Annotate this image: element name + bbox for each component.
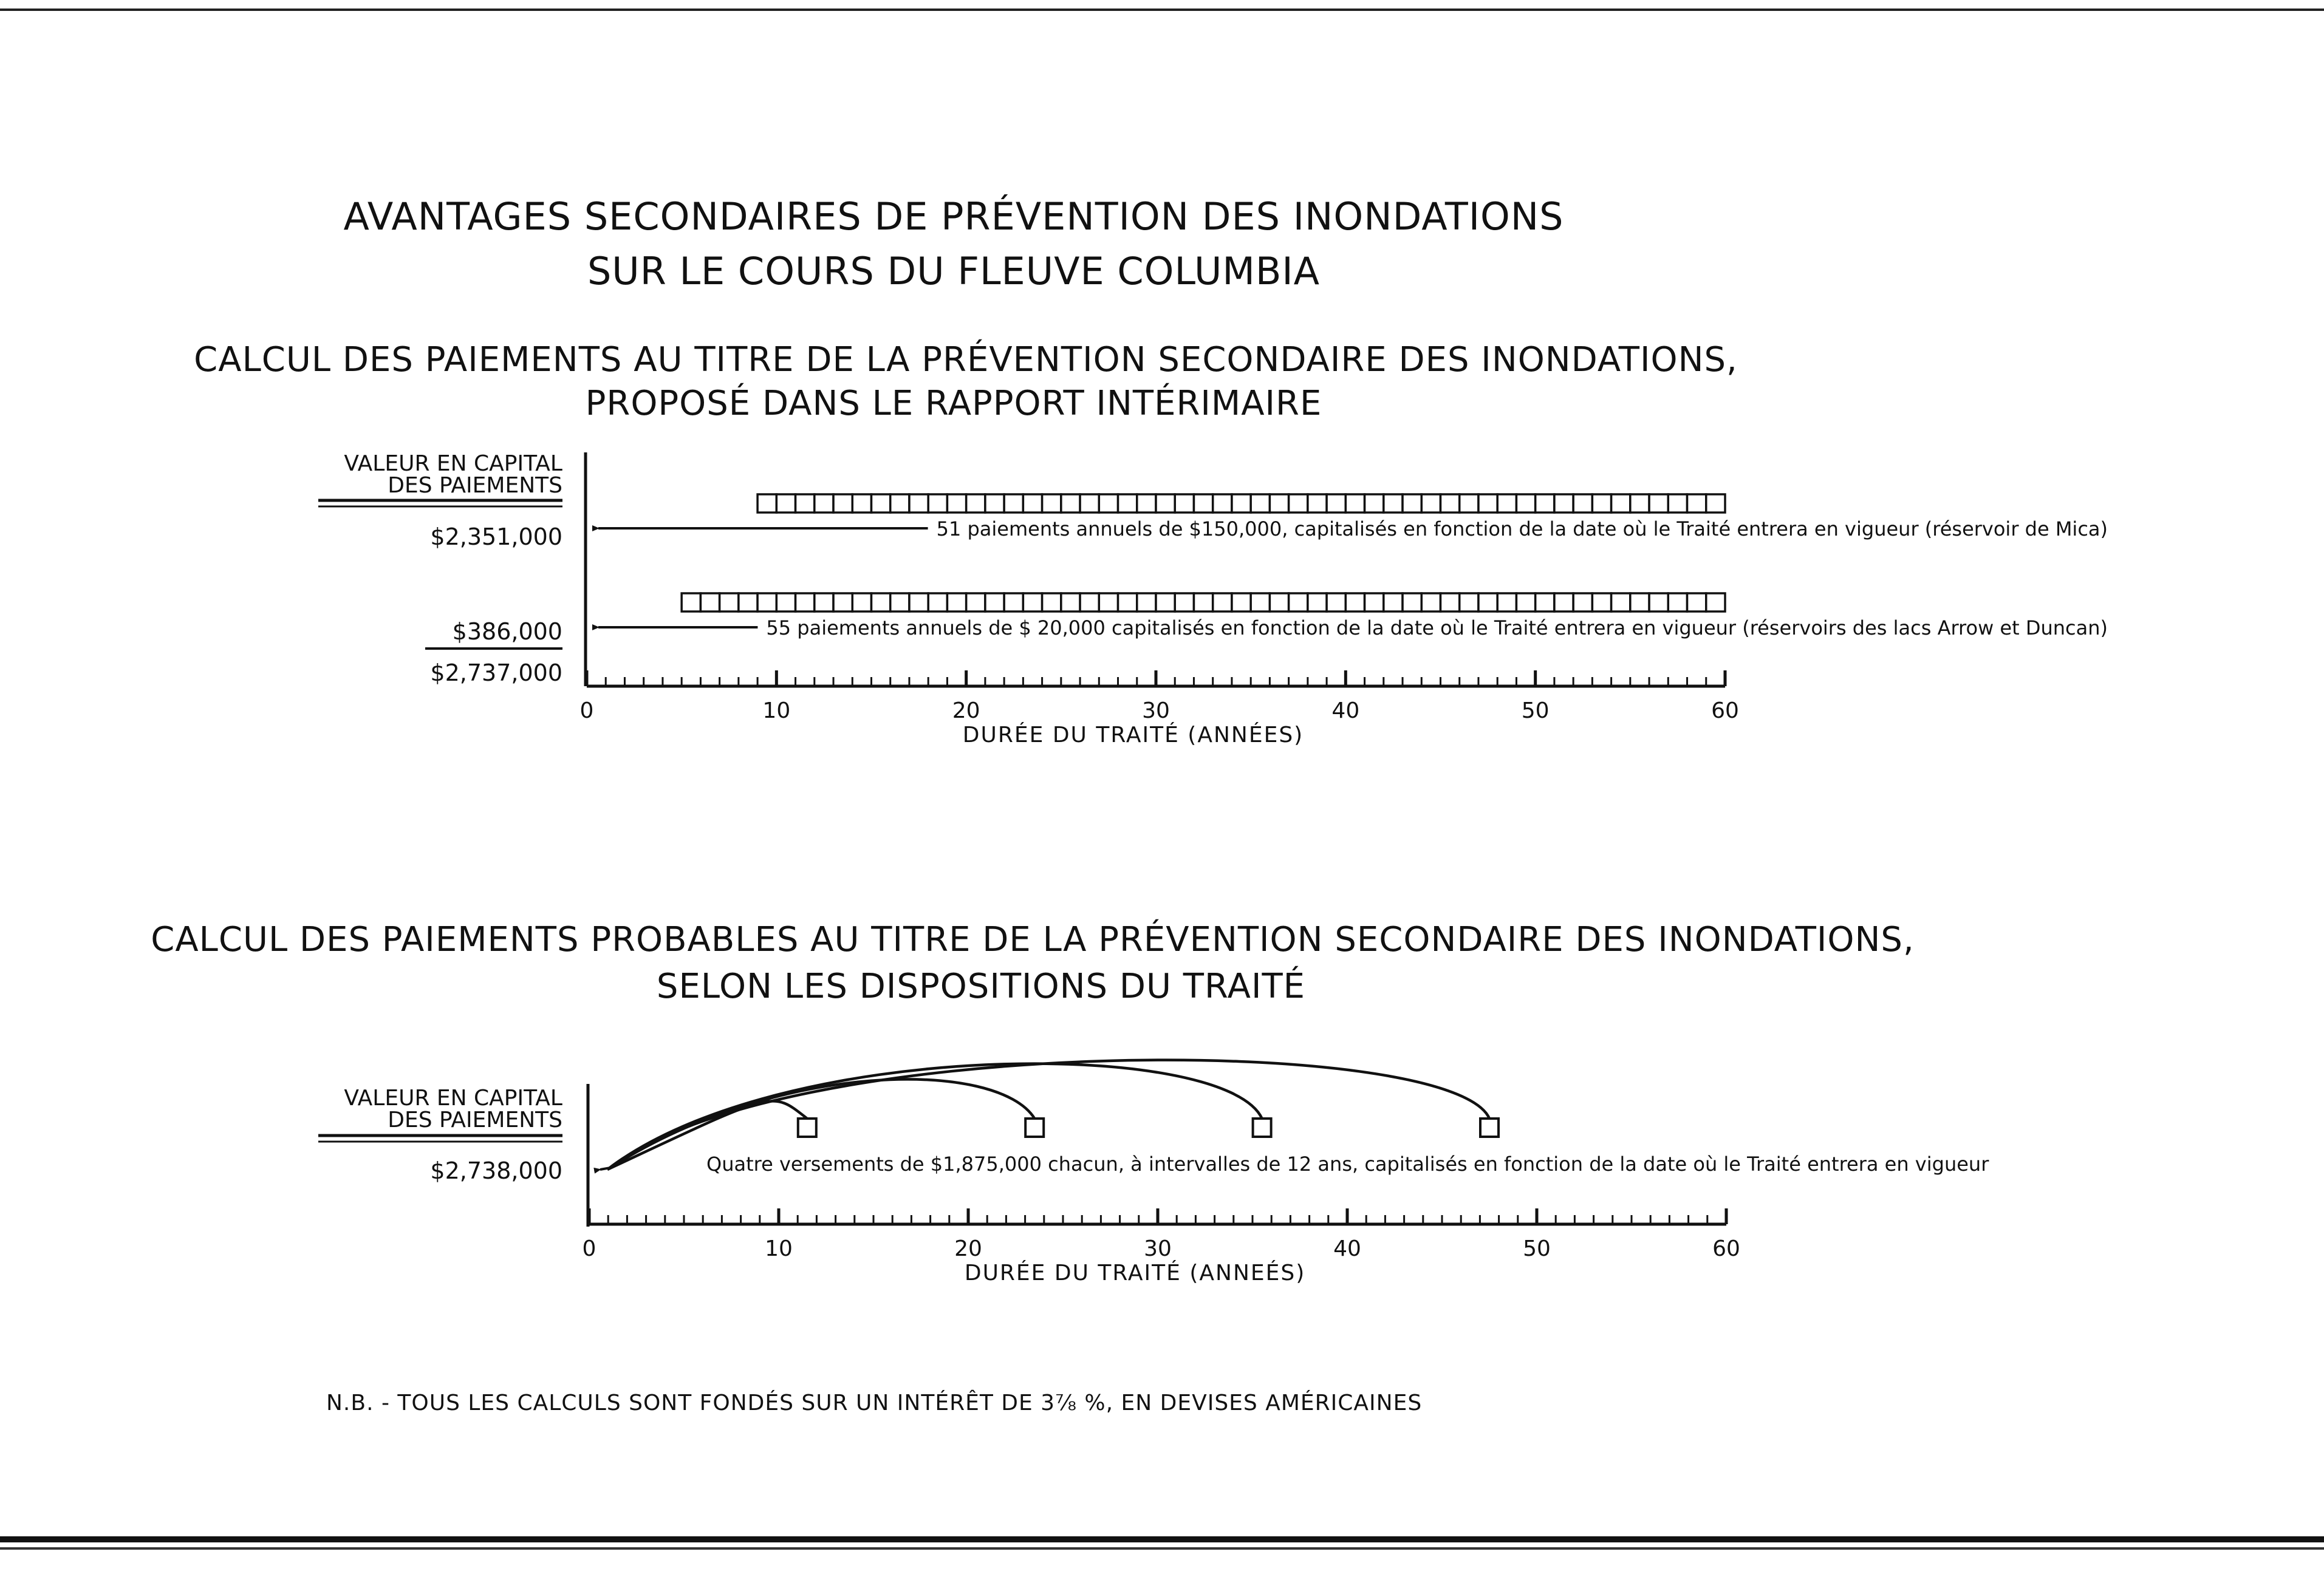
chart1-series1-payment-box <box>872 494 890 513</box>
chart1-bars <box>682 494 1725 611</box>
chart1-series1-payment-box <box>1536 494 1554 513</box>
chart1-series1-payment-box <box>890 494 909 513</box>
chart1-series1-payment-box <box>1403 494 1421 513</box>
chart1-series2-payment-box <box>1365 593 1384 611</box>
chart1-series1-payment-box <box>1156 494 1175 513</box>
chart1-series2-payment-box <box>1630 593 1649 611</box>
chart1-series2-payment-box <box>947 593 966 611</box>
chart2-tick-label: 20 <box>954 1236 982 1261</box>
chart1-series2-payment-box <box>757 593 776 611</box>
chart1-total-value: $2,737,000 <box>430 659 562 686</box>
chart1-series1-payment-box <box>1497 494 1516 513</box>
chart1-series2-payment-box <box>1175 593 1194 611</box>
chart1-tick-label: 20 <box>952 698 980 723</box>
chart1-series2-label: 55 paiements annuels de $ 20,000 capitalisés en fonction de la date où le Traité entrera en vigueur (réservoirs des lacs Arrow et Duncan) <box>766 616 2108 639</box>
chart1-series2-payment-box <box>1649 593 1668 611</box>
chart1-tick-label: 30 <box>1142 698 1170 723</box>
chart1-series2-payment-box <box>1251 593 1270 611</box>
chart1-series2-payment-box <box>1668 593 1687 611</box>
chart1-series2-payment-box <box>852 593 871 611</box>
chart1-series2-payment-box <box>1421 593 1440 611</box>
chart1-series2-payment-box <box>1156 593 1175 611</box>
chart1-series2-payment-box <box>1327 593 1345 611</box>
chart2-title-line1: CALCUL DES PAIEMENTS PROBABLES AU TITRE DE LA PRÉVENTION SECONDAIRE DES INONDATIONS, <box>151 920 1915 959</box>
chart1-series2-payment-box <box>739 593 757 611</box>
chart1-series1-payment-box <box>757 494 776 513</box>
chart1-tick-label: 0 <box>579 698 594 723</box>
chart1-xlabel: DURÉE DU TRAITÉ (ANNÉES) <box>962 723 1304 748</box>
chart1-series2-payment-box <box>1592 593 1611 611</box>
chart1-series2-payment-box <box>1099 593 1118 611</box>
chart1-series1-payment-box <box>928 494 947 513</box>
chart1-title-line1: CALCUL DES PAIEMENTS AU TITRE DE LA PRÉVENTION SECONDAIRE DES INONDATIONS, <box>194 340 1738 380</box>
chart1-series1-payment-box <box>1175 494 1194 513</box>
chart2-tick-label: 60 <box>1712 1236 1740 1261</box>
chart1-series2-payment-box <box>815 593 833 611</box>
chart1-series1-payment-box <box>1649 494 1668 513</box>
chart1-series2-payment-box <box>1289 593 1308 611</box>
chart1-series1-payment-box <box>796 494 815 513</box>
chart1-series1-payment-box <box>985 494 1004 513</box>
chart1-series1-payment-box <box>1289 494 1308 513</box>
chart1-series2-payment-box <box>682 593 700 611</box>
chart1-series2-payment-box <box>1573 593 1592 611</box>
chart2-title-line2: SELON LES DISPOSITIONS DU TRAITÉ <box>656 967 1306 1006</box>
chart2-payment-box <box>798 1119 816 1137</box>
chart1-series2-payment-box <box>1308 593 1327 611</box>
bottom-border-rule-2 <box>0 1547 2324 1550</box>
chart1-series2-payment-box <box>1042 593 1061 611</box>
chart1-series2-payment-box <box>872 593 890 611</box>
chart1-series2-payment-box <box>1536 593 1554 611</box>
chart1-series1-label: 51 paiements annuels de $150,000, capitalisés en fonction de la date où le Traité entrera en vigueur (réservoir de Mica) <box>936 517 2108 540</box>
chart1-series1-payment-box <box>1706 494 1725 513</box>
main-title-line2: SUR LE COURS DU FLEUVE COLUMBIA <box>587 249 1321 293</box>
chart1-series2-payment-box <box>1706 593 1725 611</box>
footnote: N.B. - TOUS LES CALCULS SONT FONDÉS SUR UN INTÉRÊT DE 3⅞ %, EN DEVISES AMÉRICAINES <box>326 1391 1423 1415</box>
chart2-payment-markers <box>798 1119 1499 1137</box>
chart1-series2-payment-box <box>796 593 815 611</box>
chart2-label: Quatre versements de $1,875,000 chacun, à intervalles de 12 ans, capitalisés en fonction de la date où le Traité entrera en vigueur <box>706 1153 1989 1176</box>
chart1-ylabel-line1: VALEUR EN CAPITAL <box>344 451 562 476</box>
chart1-series2-payment-box <box>1611 593 1630 611</box>
chart1-ylabel-line2: DES PAIEMENTS <box>388 473 562 498</box>
chart1-series2-payment-box <box>720 593 739 611</box>
chart1-series1-payment-box <box>1630 494 1649 513</box>
chart2-tick-label: 50 <box>1523 1236 1551 1261</box>
chart1-x-axis <box>580 670 1739 748</box>
chart1-series1-payment-box <box>1365 494 1384 513</box>
chart1-series1-payment-box <box>1061 494 1080 513</box>
chart1-series1-payment-box <box>1137 494 1156 513</box>
chart1-series1-payment-box <box>815 494 833 513</box>
chart1-tick-label: 10 <box>762 698 791 723</box>
chart1-annotations <box>598 517 2108 639</box>
chart1-series2-payment-box <box>1687 593 1706 611</box>
chart1-series1-payment-box <box>947 494 966 513</box>
chart1-series2-payment-box <box>833 593 852 611</box>
chart1-series1-payment-box <box>1251 494 1270 513</box>
chart1-series2-payment-box <box>1004 593 1023 611</box>
chart2-tick-label: 0 <box>582 1236 596 1261</box>
chart2-x-axis <box>583 1208 1740 1286</box>
chart1-series1-payment-box <box>966 494 985 513</box>
chart1-series1-payment-box <box>1460 494 1478 513</box>
chart1-series2-payment-box <box>1118 593 1137 611</box>
chart2-payment-box <box>1253 1119 1271 1137</box>
chart1-series2-payment-box <box>966 593 985 611</box>
chart1-series2-payment-box <box>1403 593 1421 611</box>
chart2-tick-label: 30 <box>1144 1236 1172 1261</box>
chart1-series1-payment-box <box>1478 494 1497 513</box>
chart1-series2-payment-box <box>1080 593 1099 611</box>
chart1-series1-payment-box <box>1573 494 1592 513</box>
bottom-border-rule <box>0 1536 2324 1542</box>
chart1-value-series2: $386,000 <box>452 618 562 645</box>
chart1-series1-payment-box <box>1023 494 1042 513</box>
chart1-series1-payment-box <box>833 494 852 513</box>
chart2-ylabel-line1: VALEUR EN CAPITAL <box>344 1086 562 1111</box>
chart2-payment-box <box>1025 1119 1044 1137</box>
chart1-series2-payment-box <box>1497 593 1516 611</box>
chart1-series1-payment-box <box>1345 494 1364 513</box>
chart1-series1-payment-box <box>1327 494 1345 513</box>
chart2-value: $2,738,000 <box>430 1157 562 1184</box>
chart1-series2-payment-box <box>1384 593 1403 611</box>
chart1-tick-label: 40 <box>1331 698 1360 723</box>
chart1-series1-payment-box <box>1308 494 1327 513</box>
chart1-series1-payment-box <box>909 494 928 513</box>
chart1-series2-payment-box <box>1554 593 1573 611</box>
chart2-tick-label: 10 <box>765 1236 793 1261</box>
chart1-series2-payment-box <box>700 593 719 611</box>
chart1-series1-payment-box <box>1554 494 1573 513</box>
chart1-series1-payment-box <box>1194 494 1212 513</box>
chart1-series1-payment-box <box>1592 494 1611 513</box>
chart1-series2-payment-box <box>1232 593 1251 611</box>
chart1-series1-payment-box <box>1441 494 1460 513</box>
chart1-series1-payment-box <box>1099 494 1118 513</box>
main-title-line1: AVANTAGES SECONDAIRES DE PRÉVENTION DES INONDATIONS <box>343 194 1564 239</box>
chart2-payment-box <box>1480 1119 1499 1137</box>
chart1-series2-payment-box <box>1023 593 1042 611</box>
chart1-series2-payment-box <box>1441 593 1460 611</box>
chart1-title-line2: PROPOSÉ DANS LE RAPPORT INTÉRIMAIRE <box>585 384 1322 423</box>
chart1-series2-payment-box <box>1460 593 1478 611</box>
chart1-series1-payment-box <box>1232 494 1251 513</box>
chart1-series2-payment-box <box>1213 593 1232 611</box>
chart1-series1-payment-box <box>1668 494 1687 513</box>
chart1-series2-payment-box <box>1516 593 1535 611</box>
chart1-tick-label: 50 <box>1521 698 1550 723</box>
chart1-series2-payment-box <box>1194 593 1212 611</box>
chart1-series2-payment-box <box>1478 593 1497 611</box>
chart1-series1-payment-box <box>852 494 871 513</box>
chart1-series2-payment-box <box>985 593 1004 611</box>
chart1-tick-label: 60 <box>1711 698 1739 723</box>
chart1-series2-payment-box <box>1270 593 1288 611</box>
chart1-series1-payment-box <box>1118 494 1137 513</box>
chart1-series1-payment-box <box>1270 494 1288 513</box>
chart1-series1-payment-box <box>1516 494 1535 513</box>
chart1-series1-payment-box <box>1611 494 1630 513</box>
chart1-series2-payment-box <box>1061 593 1080 611</box>
chart1-series2-payment-box <box>1137 593 1156 611</box>
chart1-series2-payment-box <box>1345 593 1364 611</box>
chart1-series1-payment-box <box>1384 494 1403 513</box>
chart2-ylabel-line2: DES PAIEMENTS <box>388 1108 562 1133</box>
chart1-series1-payment-box <box>1042 494 1061 513</box>
chart1-series1-payment-box <box>1080 494 1099 513</box>
chart1-series1-payment-box <box>776 494 795 513</box>
chart2-xlabel: DURÉE DU TRAITÉ (ANNEÉS) <box>964 1261 1306 1286</box>
chart1-series2-payment-box <box>890 593 909 611</box>
chart1-series1-payment-box <box>1687 494 1706 513</box>
chart2-tick-label: 40 <box>1333 1236 1361 1261</box>
chart1-series1-payment-box <box>1213 494 1232 513</box>
chart1-series2-payment-box <box>776 593 795 611</box>
chart1-series2-payment-box <box>909 593 928 611</box>
chart1-series1-payment-box <box>1004 494 1023 513</box>
chart1-value-series1: $2,351,000 <box>430 523 562 550</box>
chart1-series2-payment-box <box>928 593 947 611</box>
chart1-series1-payment-box <box>1421 494 1440 513</box>
